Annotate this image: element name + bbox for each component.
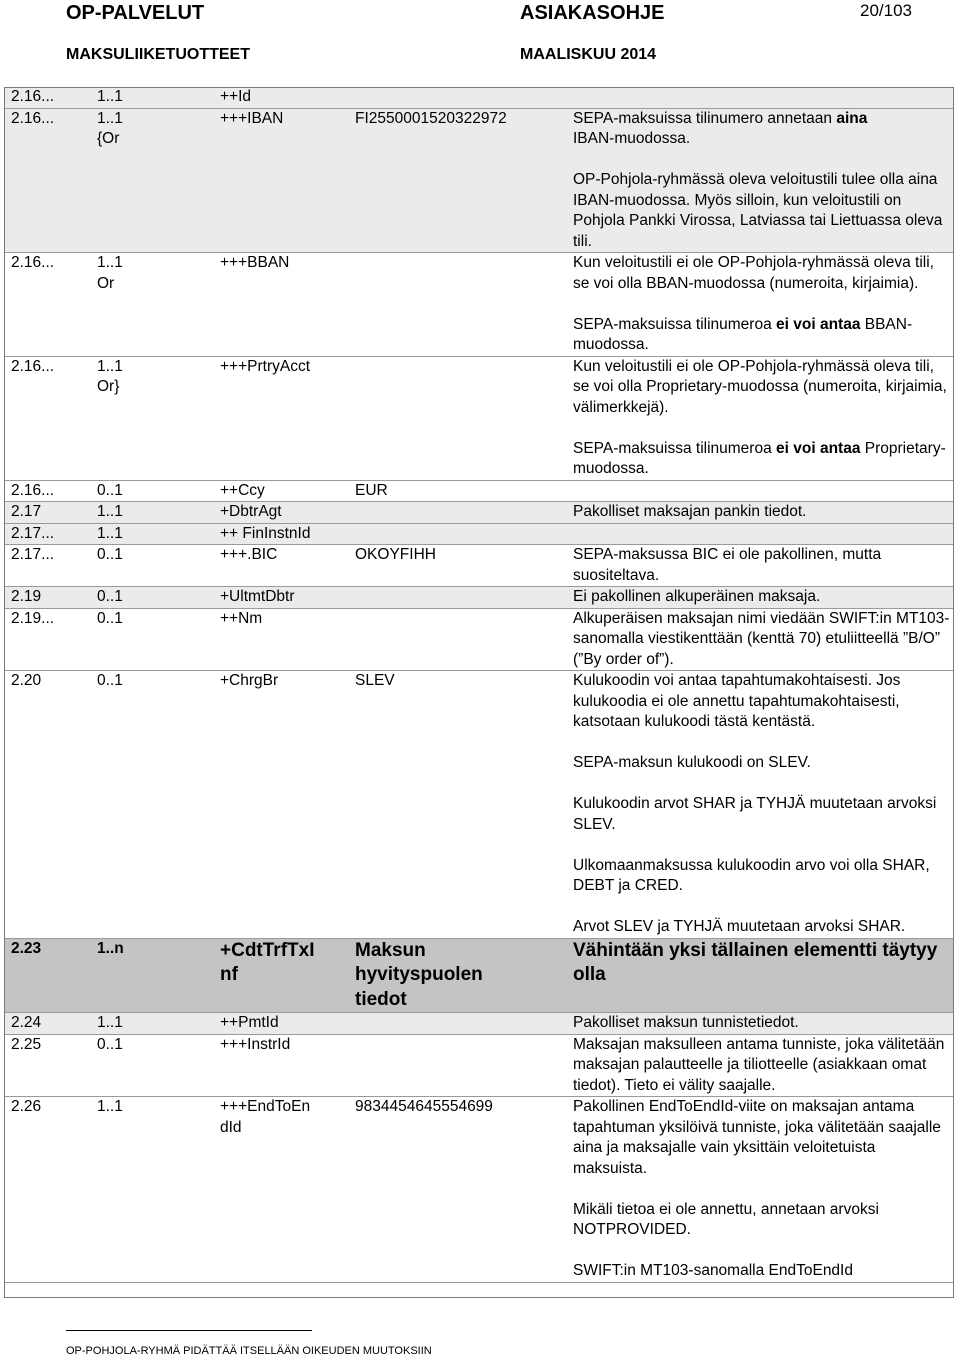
- footer-notice: OP-POHJOLA-RYHMÄ PIDÄTTÄÄ ITSELLÄÄN OIKEUDEN MUUTOKSIIN: [66, 1345, 432, 1357]
- description-cell: Kun veloitustili ei ole OP-Pohjola-ryhmässä oleva tili, se voi olla BBAN-muodossa (numeroita, kirjaimia). SEPA-maksuissa tilinumeroa ei voi antaa BBAN-muodossa.: [567, 253, 954, 357]
- element-cell: ++Nm: [214, 608, 349, 671]
- index-cell: 2.16...: [4, 87, 91, 108]
- description-cell: SEPA-maksuissa tilinumero annetaan aina IBAN-muodossa. OP-Pohjola-ryhmässä oleva veloitustili tulee olla aina IBAN-muodossa. Myös silloin, kun veloitustili on Pohjola Pankki Virossa, Latviassa tai Liettuassa oleva tili.: [567, 108, 954, 253]
- occurrence-cell: 0..1: [91, 608, 214, 671]
- occurrence-cell: 1..n: [91, 938, 214, 1013]
- description-cell: [567, 480, 954, 502]
- index-cell: 2.16...: [4, 356, 91, 480]
- example-value-cell: [349, 356, 567, 480]
- occurrence-cell: 1..1 Or: [91, 253, 214, 357]
- description-cell: Ei pakollinen alkuperäinen maksaja.: [567, 587, 954, 609]
- footer-rule: [66, 1330, 312, 1331]
- occurrence-cell: 0..1: [91, 480, 214, 502]
- element-cell: +DbtrAgt: [214, 502, 349, 524]
- occurrence-cell: 1..1: [91, 502, 214, 524]
- occurrence-cell: 0..1: [91, 1034, 214, 1097]
- example-value-cell: SLEV: [349, 671, 567, 939]
- index-cell: 2.25: [4, 1034, 91, 1097]
- page-number: 20/103: [860, 1, 912, 20]
- occurrence-cell: 0..1: [91, 545, 214, 587]
- example-value-cell: [349, 523, 567, 545]
- header-center-subtitle: MAALISKUU 2014: [520, 46, 657, 63]
- index-cell: 2.19: [4, 587, 91, 609]
- spec-table: [4, 87, 954, 1283]
- example-value-cell: OKOYFIHH: [349, 545, 567, 587]
- table-row: [4, 1013, 954, 1035]
- element-cell: +++InstrId: [214, 1034, 349, 1097]
- table-row: [4, 356, 954, 480]
- index-cell: 2.16...: [4, 108, 91, 253]
- description-cell: SEPA-maksussa BIC ei ole pakollinen, mutta suositeltava.: [567, 545, 954, 587]
- description-cell: Vähintään yksi tällainen elementti täytyy olla: [567, 938, 954, 1013]
- table-row: [4, 87, 954, 108]
- example-value-cell: [349, 253, 567, 357]
- table-row: [4, 1097, 954, 1283]
- table-row: [4, 608, 954, 671]
- element-cell: ++PmtId: [214, 1013, 349, 1035]
- table-row: [4, 1034, 954, 1097]
- description-cell: Kulukoodin voi antaa tapahtumakohtaisesti. Jos kulukoodia ei ole annettu tapahtumakohtaisesti, katsotaan kulukoodi tästä kentästä. SEPA-maksun kulukoodi on SLEV. Kulukoodin arvot SHAR ja TYHJÄ muutetaan arvoksi SLEV. Ulkomaanmaksussa kulukoodin arvo voi olla SHAR, DEBT ja CRED. Arvot SLEV ja TYHJÄ muutetaan arvoksi SHAR.: [567, 671, 954, 939]
- example-value-cell: [349, 502, 567, 524]
- description-cell: Pakolliset maksajan pankin tiedot.: [567, 502, 954, 524]
- element-cell: +ChrgBr: [214, 671, 349, 939]
- table-row: [4, 480, 954, 502]
- element-cell: +CdtTrfTxI nf: [214, 938, 349, 1013]
- index-cell: 2.16...: [4, 253, 91, 357]
- index-cell: 2.19...: [4, 608, 91, 671]
- description-cell: Pakollinen EndToEndId-viite on maksajan antama tapahtuman yksilöivä tunniste, joka välitetään saajalle aina ja maksajalle vain yksittäin veloitetuista maksuista. Mikäli tietoa ei ole annettu, annetaan arvoksi NOTPROVIDED. SWIFT:in MT103-sanomalla EndToEndId: [567, 1097, 954, 1283]
- occurrence-cell: 1..1: [91, 1013, 214, 1035]
- table-row: [4, 108, 954, 253]
- table-row: [4, 938, 954, 1013]
- element-cell: +++.BIC: [214, 545, 349, 587]
- description-cell: Kun veloitustili ei ole OP-Pohjola-ryhmässä oleva tili, se voi olla Proprietary-muodossa (numeroita, kirjaimia, välimerkkejä). SEPA-maksuissa tilinumeroa ei voi antaa Proprietary-muodossa.: [567, 356, 954, 480]
- table-row: [4, 523, 954, 545]
- description-cell: Maksajan maksulleen antama tunniste, joka välitetään maksajan palautteelle ja tiliotteelle (asiakkaan omat tiedot). Tieto ei välity saajalle.: [567, 1034, 954, 1097]
- occurrence-cell: 1..1: [91, 87, 214, 108]
- index-cell: 2.17...: [4, 523, 91, 545]
- example-value-cell: Maksun hyvityspuolen tiedot: [349, 938, 567, 1013]
- occurrence-cell: 1..1: [91, 523, 214, 545]
- element-cell: +++EndToEn dId: [214, 1097, 349, 1283]
- example-value-cell: 9834454645554699: [349, 1097, 567, 1283]
- index-cell: 2.26: [4, 1097, 91, 1283]
- index-cell: 2.24: [4, 1013, 91, 1035]
- table-row: [4, 253, 954, 357]
- example-value-cell: [349, 587, 567, 609]
- element-cell: ++Ccy: [214, 480, 349, 502]
- example-value-cell: EUR: [349, 480, 567, 502]
- occurrence-cell: 1..1: [91, 1097, 214, 1283]
- table-row: [4, 502, 954, 524]
- example-value-cell: FI2550001520322972: [349, 108, 567, 253]
- spec-table-body: [4, 87, 954, 1282]
- occurrence-cell: 0..1: [91, 671, 214, 939]
- index-cell: 2.17...: [4, 545, 91, 587]
- example-value-cell: [349, 1034, 567, 1097]
- occurrence-cell: 1..1 Or}: [91, 356, 214, 480]
- description-cell: [567, 87, 954, 108]
- example-value-cell: [349, 1013, 567, 1035]
- example-value-cell: [349, 608, 567, 671]
- occurrence-cell: 0..1: [91, 587, 214, 609]
- description-cell: Pakolliset maksun tunnistetiedot.: [567, 1013, 954, 1035]
- header-left-title: OP-PALVELUT: [66, 2, 205, 24]
- element-cell: +UltmtDbtr: [214, 587, 349, 609]
- index-cell: 2.17: [4, 502, 91, 524]
- element-cell: ++Id: [214, 87, 349, 108]
- description-cell: [567, 523, 954, 545]
- description-cell: Alkuperäisen maksajan nimi viedään SWIFT:in MT103-sanomalla viestikenttään (kenttä 70) etuliitteellä ”B/O” (”By order of”).: [567, 608, 954, 671]
- index-cell: 2.20: [4, 671, 91, 939]
- table-row: [4, 671, 954, 939]
- element-cell: +++BBAN: [214, 253, 349, 357]
- table-row: [4, 587, 954, 609]
- element-cell: ++ FinInstnId: [214, 523, 349, 545]
- header-left-subtitle: MAKSULIIKETUOTTEET: [66, 46, 250, 63]
- element-cell: +++IBAN: [214, 108, 349, 253]
- element-cell: +++PrtryAcct: [214, 356, 349, 480]
- occurrence-cell: 1..1 {Or: [91, 108, 214, 253]
- example-value-cell: [349, 87, 567, 108]
- header-center-title: ASIAKASOHJE: [520, 2, 665, 24]
- index-cell: 2.16...: [4, 480, 91, 502]
- table-row: [4, 545, 954, 587]
- index-cell: 2.23: [4, 938, 91, 1013]
